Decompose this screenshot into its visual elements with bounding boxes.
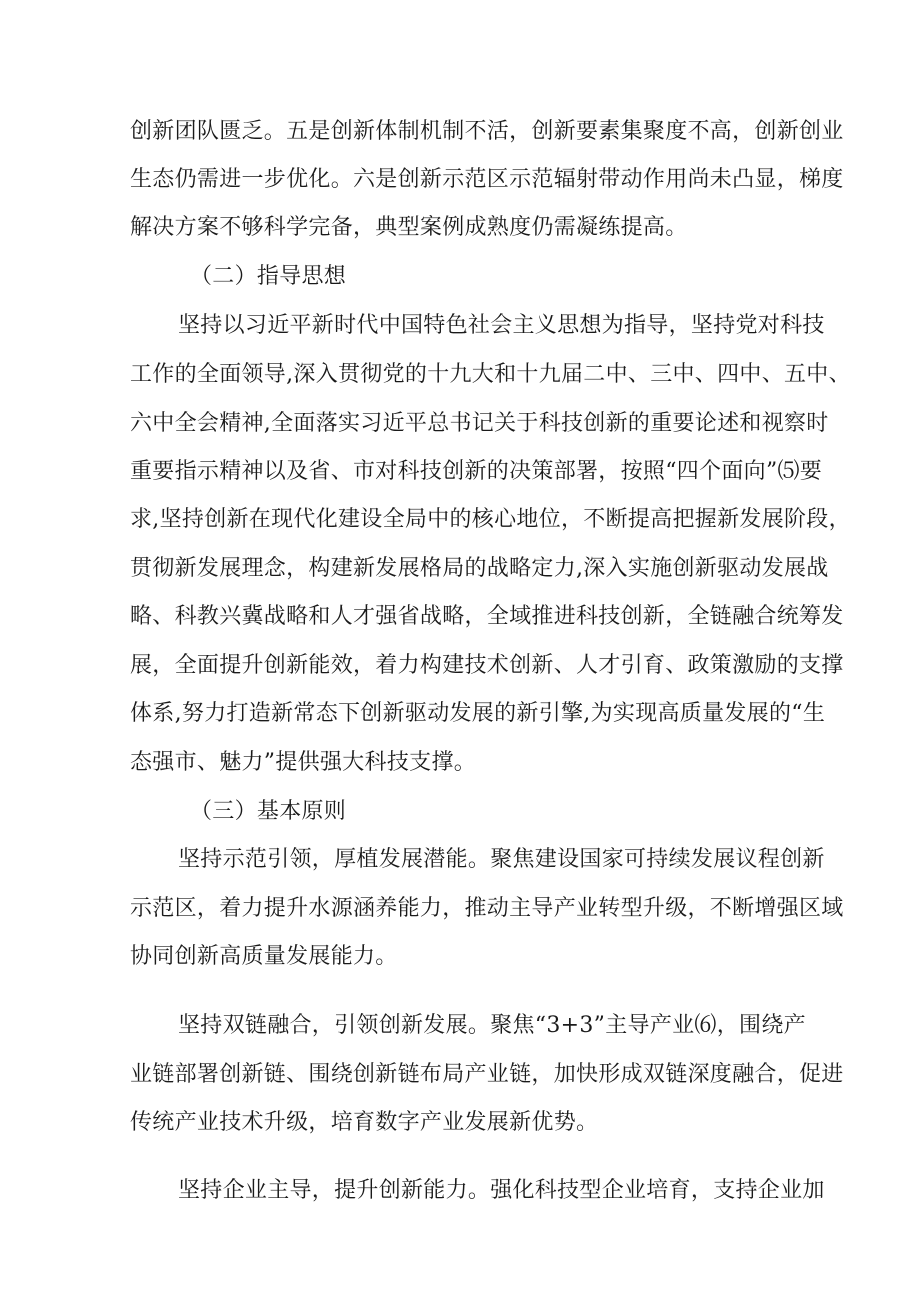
paragraph-line: 业链部署创新链、围绕创新链布局产业链，加快形成双链深度融合，促进 <box>130 1062 844 1087</box>
paragraph-line: 重要指示精神以及省、市对科技创新的决策部署，按照“四个面向”⑸要 <box>130 459 823 484</box>
section-heading: （三）基本原则 <box>190 799 347 824</box>
paragraph-line: 求,坚持创新在现代化建设全局中的核心地位，不断提高把握新发展阶段， <box>130 507 851 532</box>
paragraph-line: 工作的全面领导,深入贯彻党的十九大和十九届二中、三中、四中、五中、 <box>130 362 851 387</box>
paragraph-line: 态强市、魅力”提供强大科技支撑。 <box>130 750 477 775</box>
paragraph-line: 示范区，着力提升水源涵养能力，推动主导产业转型升级，不断增强区域 <box>130 896 844 921</box>
paragraph-line: 坚持双链融合，引领创新发展。聚焦“3+3”主导产业⑹，围绕产 <box>178 1013 806 1038</box>
paragraph-line: 六中全会精神,全面落实习近平总书记关于科技创新的重要论述和视察时 <box>130 411 829 436</box>
paragraph-line: 略、科教兴冀战略和人才强省战略，全域推进科技创新，全链融合统筹发 <box>130 604 844 629</box>
paragraph-line: 传统产业技术升级，培育数字产业发展新优势。 <box>130 1110 599 1135</box>
section-heading: （二）指导思想 <box>190 264 347 289</box>
paragraph-line: 体系,努力打造新常态下创新驱动发展的新引擎,为实现高质量发展的“生 <box>130 701 826 726</box>
paragraph-line: 创新团队匮乏。五是创新体制机制不活，创新要素集聚度不高，创新创业 <box>130 119 844 144</box>
paragraph-line: 展，全面提升创新能效，着力构建技术创新、人才引育、政策激励的支撑 <box>130 653 844 678</box>
paragraph-line: 贯彻新发展理念，构建新发展格局的战略定力,深入实施创新驱动发展战 <box>130 556 829 581</box>
paragraph-line: 坚持示范引领，厚植发展潜能。聚焦建设国家可持续发展议程创新 <box>178 847 825 872</box>
paragraph-line: 解决方案不够科学完备，典型案例成熟度仍需凝练提高。 <box>130 215 688 240</box>
paragraph-line: 协同创新高质量发展能力。 <box>130 944 398 969</box>
paragraph-line: 坚持以习近平新时代中国特色社会主义思想为指导，坚持党对科技 <box>178 313 825 338</box>
paragraph-line: 坚持企业主导，提升创新能力。强化科技型企业培育，支持企业加 <box>178 1178 825 1203</box>
paragraph-line: 生态仍需进一步优化。六是创新示范区示范辐射带动作用尚未凸显，梯度 <box>130 167 844 192</box>
